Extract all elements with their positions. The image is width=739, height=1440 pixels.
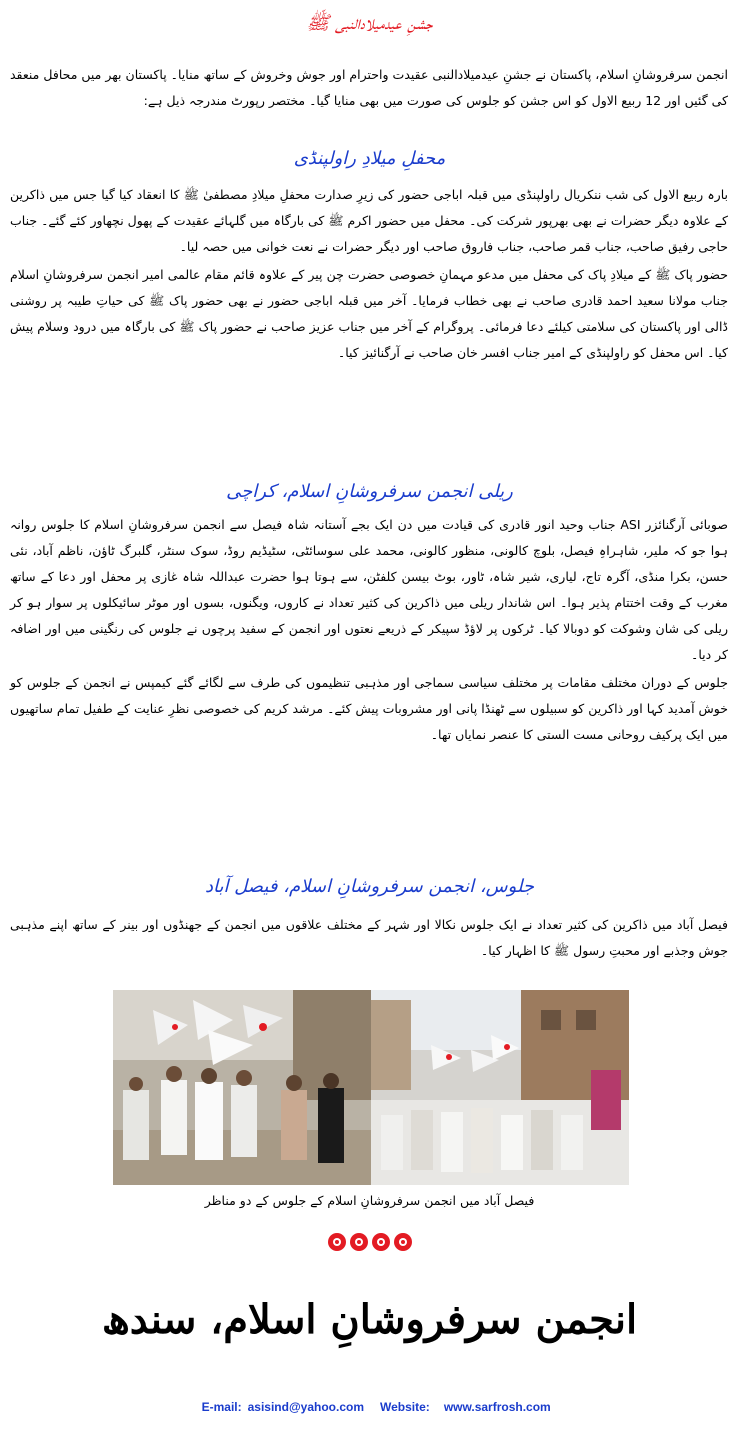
intro-text: انجمن سرفروشانِ اسلام، پاکستان نے جشنِ عیدمیلادالنبی عقیدت واحترام اور جوش وخروش کے ساتھ منایا۔ پاکستان بھر میں محافل منعقد کی گئیں اور 12 ربیع الاول کو اس جشن کو جلوس کی صورت میں بھی منایا گیا۔ مختصر رپورٹ مندرجہ ذیل ہے: <box>10 67 728 108</box>
contact-line <box>0 1377 739 1437</box>
email-link[interactable]: asisind@yahoo.com <box>247 1400 365 1414</box>
decorative-flowers <box>0 1233 739 1251</box>
section-heading-faisalabad: جلوس، انجمن سرفروشانِ اسلام، فیصل آباد <box>204 876 535 897</box>
rawalpindi-paragraph-2: حضور پاک ﷺ کے میلادِ پاک کی محفل میں مدعو مہمانِ خصوصی حضرت چن پیر کے علاوہ قائم مقام عالمی امیر انجمن سرفروشانِ اسلام جناب مولانا سعید احمد قادری صاحب نے بھی خطاب فرمایا۔ آخر میں قبلہ اباجی حضور نے بھی حضور پاک ﷺ کی حیاتِ طیبہ پر روشنی ڈالی اور پاکستان کی سلامتی کیلئے دعا فرمائی۔ پروگرام کے آخر میں جناب عزیز صاحب نے حضور پاک ﷺ کی بارگاہ میں درود وسلام پیش کیا۔ اس محفل کو راولپنڈی کے امیر جناب افسر خان صاحب نے آرگنائیز کیا۔ <box>10 267 728 360</box>
flower-icon <box>394 1233 412 1251</box>
website-link[interactable]: www.sarfrosh.com <box>443 1400 551 1414</box>
photo-caption: فیصل آباد میں انجمن سرفروشانِ اسلام کے جلوس کے دو مناظر <box>204 1193 535 1208</box>
flower-icon <box>372 1233 390 1251</box>
section-rawalpindi <box>10 182 728 366</box>
flower-icon <box>328 1233 346 1251</box>
karachi-paragraph-2: جلوس کے دوران مختلف مقامات پر مختلف سیاسی سماجی اور مذہبی تنظیموں کی طرف سے لگائے گئے کیمپس نے انجمن کے جلوس کو خوش آمدید کہا اور ذاکرین کو سبیلوں سے ٹھنڈا پانی اور مشروبات پیش کئے۔ مرشد کریم کی خصوصی نظرِ عنایت کے طفیل تمام ساتھیوں میں ایک پرکیف روحانی مست الستی کا عنصر نمایاں تھا۔ <box>10 675 728 742</box>
organization-name: انجمن سرفروشانِ اسلام، سندھ <box>101 1296 638 1343</box>
email-block <box>202 1397 364 1417</box>
intro-paragraph <box>10 62 728 114</box>
faisalabad-paragraph-1: فیصل آباد میں ذاکرین کی کثیر تعداد نے ایک جلوس نکالا اور شہر کے مختلف علاقوں میں انجمن کے جھنڈوں اور بینر کے ساتھ اپنے مذہبی جوش وجذبے اور محبتِ رسول ﷺ کا اظہار کیا۔ <box>10 917 728 958</box>
flower-icon <box>350 1233 368 1251</box>
karachi-paragraph-1: صوبائی آرگنائزر ASI جناب وحید انور قادری کی قیادت میں دن ایک بجے آستانہ شاہ فیصل سے انجمن سرفروشانِ اسلام کا جلوس روانہ ہوا جو کہ ملیر، شاہراہِ فیصل، بلوچ کالونی، منظور کالونی، محمد علی سوسائٹی، سٹیڈیم روڈ، سوک سنٹر، گلبرگ ٹاؤن، ناظم آباد، نئی حسن، بکرا منڈی، آگرہ تاج، لیاری، شیر شاہ، ٹاور، بوٹ بیسن کلفٹن، سے ہوتا ہوا حضرت عبداللہ شاہ غازی پر محفل اور دعا کے ساتھ مغرب کے وقت اختتام پذیر ہوا۔ اس شاندار ریلی میں ذاکرین کی کثیر تعداد نے کاروں، ویگنوں، بسوں اور موٹر سائیکلوں پر سوار ہو کر ریلی کی شان وشوکت کو دوبالا کیا۔ ٹرکوں پر لاؤڈ سپیکر کے ذریعے نعتوں اور انجمن کے سفید پرچوں نے جلوس کی رنگینی میں اور اضافہ کر دیا۔ <box>10 517 728 662</box>
rawalpindi-paragraph-1: بارہ ربیع الاول کی شب ننکریال راولپنڈی میں قبلہ اباجی حضور کی زیرِ صدارت محفلِ میلادِ مصطفیٰ ﷺ کا انعقاد کیا گیا جس میں ذاکرین کے علاوہ دیگر حضرات نے بھی بھرپور شرکت کی۔ محفل میں حضور اکرم ﷺ کی بارگاہ میں گلہائے عقیدت کے پھول نچھاور کئے گئے۔ جناب حاجی رفیق صاحب، جناب قمر صاحب، جناب فاروق صاحب اور دیگر حضرات نے نعت خوانی میں حصہ لیا۔ <box>10 187 728 254</box>
section-faisalabad <box>10 912 728 964</box>
website-label: Website: <box>380 1400 430 1414</box>
procession-photo-left <box>113 990 371 1185</box>
page-title: جشنِ عیدمیلادالنبی ﷺ <box>306 12 433 34</box>
section-heading-karachi: ریلی انجمن سرفروشانِ اسلام، کراچی <box>226 481 513 502</box>
email-label: E-mail: <box>201 1400 242 1414</box>
section-karachi <box>10 512 728 748</box>
section-heading-rawalpindi: محفلِ میلادِ راولپنڈی <box>293 148 446 169</box>
website-block <box>380 1397 551 1417</box>
procession-photo-right <box>371 990 629 1185</box>
